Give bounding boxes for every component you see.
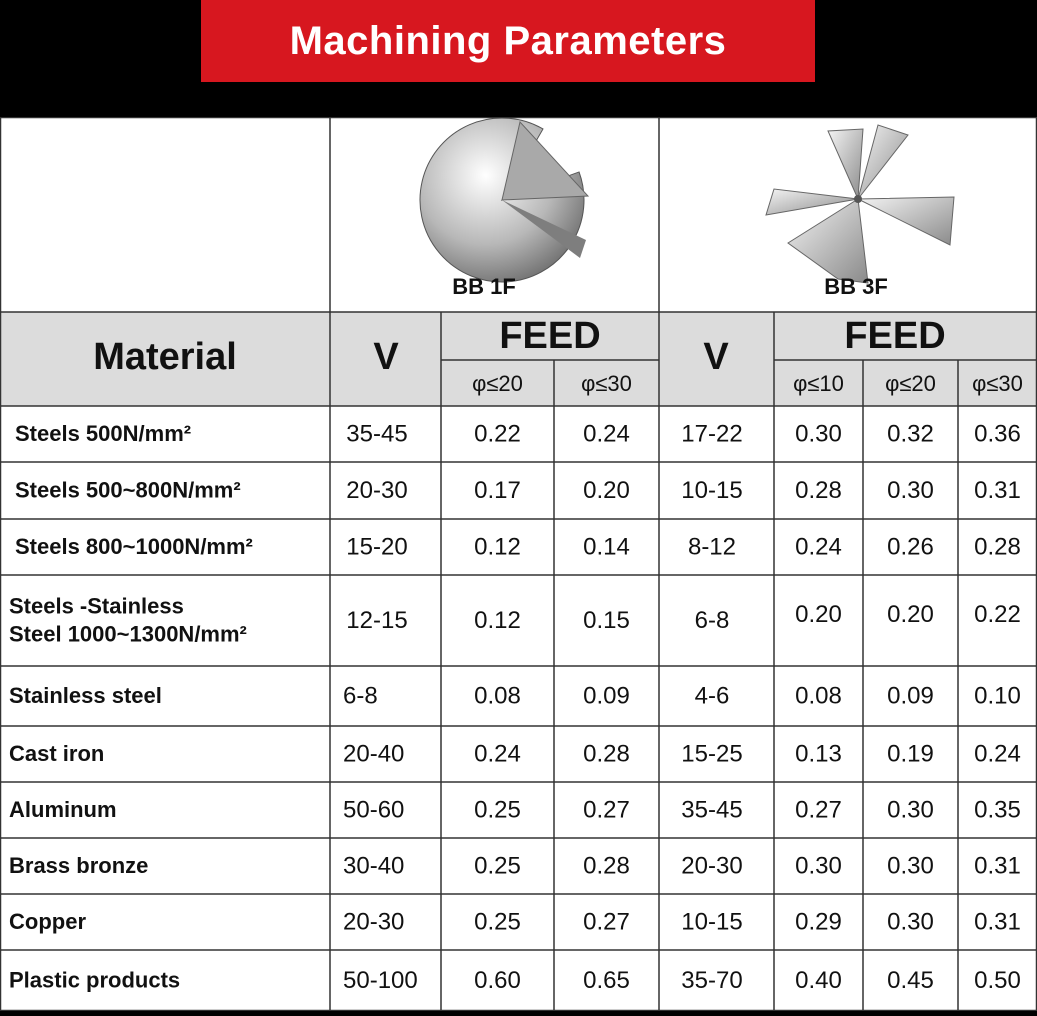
speed-bb3f: 8-12: [687, 533, 737, 561]
feed-bb1f: 0.27: [583, 796, 630, 824]
speed-bb1f: 30-40: [343, 852, 405, 880]
header-v-bb1f: V: [373, 336, 399, 379]
angle-header-bb1f: φ≤20: [472, 370, 523, 396]
angle-header-bb3f: φ≤30: [972, 370, 1023, 396]
feed-bb1f: 0.09: [583, 682, 630, 710]
feed-bb3f: 0.31: [974, 476, 1021, 504]
bb3f-center: [854, 195, 862, 203]
feed-bb3f: 0.24: [795, 533, 842, 561]
angle-header-bb1f: φ≤30: [581, 370, 632, 396]
feed-bb3f: 0.20: [887, 600, 934, 628]
feed-bb1f: 0.22: [474, 420, 521, 448]
material-name: Brass bronze: [9, 852, 149, 878]
feed-bb1f: 0.28: [583, 740, 630, 768]
speed-bb1f: 50-60: [343, 796, 405, 824]
feed-bb3f: 0.30: [887, 908, 934, 936]
feed-bb3f: 0.19: [887, 740, 934, 768]
feed-bb3f: 0.10: [974, 682, 1021, 710]
feed-bb1f: 0.25: [474, 852, 521, 880]
feed-bb3f: 0.30: [887, 476, 934, 504]
feed-bb3f: 0.35: [974, 796, 1021, 824]
feed-bb1f: 0.12: [474, 606, 521, 634]
tool-name-bb3f: BB 3F: [824, 273, 888, 299]
page-title: Machining Parameters: [289, 18, 727, 63]
bb3f-blade: [858, 125, 908, 199]
speed-bb3f: 10-15: [681, 476, 743, 504]
feed-bb1f: 0.25: [474, 908, 521, 936]
feed-bb3f: 0.31: [974, 908, 1021, 936]
feed-bb3f: 0.40: [795, 966, 842, 994]
feed-bb3f: 0.30: [795, 420, 842, 448]
feed-bb1f: 0.08: [474, 682, 521, 710]
feed-bb3f: 0.28: [795, 476, 842, 504]
header-material: Material: [93, 336, 237, 379]
feed-bb1f: 0.60: [474, 966, 521, 994]
feed-bb3f: 0.22: [974, 600, 1021, 628]
speed-bb3f: 10-15: [681, 908, 743, 936]
feed-bb1f: 0.15: [583, 606, 630, 634]
bb3f-tool-image: [766, 125, 954, 283]
feed-bb3f: 0.26: [887, 533, 934, 561]
title-banner: [201, 0, 815, 82]
bb1f-tool-image: [420, 118, 588, 282]
bb3f-blade: [858, 197, 954, 245]
speed-bb1f: 20-30: [346, 476, 408, 504]
bb3f-blade: [828, 129, 863, 199]
speed-bb3f: 15-25: [681, 740, 743, 768]
angle-header-bb3f: φ≤10: [793, 370, 844, 396]
feed-bb3f: 0.50: [974, 966, 1021, 994]
header-feed-bb1f: FEED: [499, 315, 601, 358]
parameters-table: [0, 117, 1037, 1011]
feed-bb3f: 0.27: [795, 796, 842, 824]
feed-bb3f: 0.20: [795, 600, 842, 628]
speed-bb1f: 6-8: [343, 682, 378, 710]
speed-bb1f: 35-45: [346, 420, 408, 448]
bb3f-blade: [788, 199, 868, 283]
material-name: Steels 500N/mm²: [15, 420, 192, 446]
header-feed-bb3f: FEED: [844, 315, 946, 358]
speed-bb1f: 50-100: [343, 966, 418, 994]
feed-bb1f: 0.65: [583, 966, 630, 994]
speed-bb3f: 4-6: [694, 682, 730, 710]
material-name: Steels 800~1000N/mm²: [15, 533, 253, 559]
feed-bb3f: 0.09: [887, 682, 934, 710]
feed-bb1f: 0.24: [474, 740, 521, 768]
feed-bb3f: 0.30: [887, 796, 934, 824]
feed-bb3f: 0.30: [795, 852, 842, 880]
feed-bb3f: 0.31: [974, 852, 1021, 880]
feed-bb3f: 0.08: [795, 682, 842, 710]
material-name: Copper: [9, 908, 86, 934]
feed-bb1f: 0.28: [583, 852, 630, 880]
feed-bb1f: 0.17: [474, 476, 521, 504]
feed-bb3f: 0.32: [887, 420, 934, 448]
speed-bb3f: 17-22: [681, 420, 743, 448]
feed-bb3f: 0.36: [974, 420, 1021, 448]
feed-bb1f: 0.20: [583, 476, 630, 504]
speed-bb3f: 20-30: [681, 852, 743, 880]
material-name: Aluminum: [9, 796, 117, 822]
angle-header-bb3f: φ≤20: [885, 370, 936, 396]
speed-bb3f: 35-70: [681, 966, 743, 994]
material-name: Cast iron: [9, 740, 105, 766]
material-name: Plastic products: [9, 967, 181, 993]
speed-bb1f: 20-30: [343, 908, 405, 936]
parameters-table-svg: [0, 117, 1037, 1011]
tool-name-bb1f: BB 1F: [452, 273, 516, 299]
feed-bb3f: 0.24: [974, 740, 1021, 768]
material-name-line: Steel 1000~1300N/mm²: [9, 621, 247, 647]
feed-bb3f: 0.13: [795, 740, 842, 768]
feed-bb3f: 0.45: [887, 966, 934, 994]
feed-bb1f: 0.12: [474, 533, 521, 561]
feed-bb3f: 0.30: [887, 852, 934, 880]
material-name-line: Steels -Stainless: [9, 593, 184, 619]
material-name: Stainless steel: [9, 682, 162, 708]
feed-bb1f: 0.27: [583, 908, 630, 936]
speed-bb1f: 12-15: [346, 606, 408, 634]
feed-bb1f: 0.24: [583, 420, 630, 448]
feed-bb3f: 0.28: [974, 533, 1021, 561]
material-name: Steels 500~800N/mm²: [15, 477, 241, 503]
speed-bb3f: 35-45: [681, 796, 743, 824]
header-v-bb3f: V: [703, 336, 729, 379]
feed-bb1f: 0.25: [474, 796, 521, 824]
speed-bb1f: 20-40: [343, 740, 405, 768]
speed-bb1f: 15-20: [346, 533, 408, 561]
feed-bb3f: 0.29: [795, 908, 842, 936]
speed-bb3f: 6-8: [694, 606, 730, 634]
feed-bb1f: 0.14: [583, 533, 630, 561]
